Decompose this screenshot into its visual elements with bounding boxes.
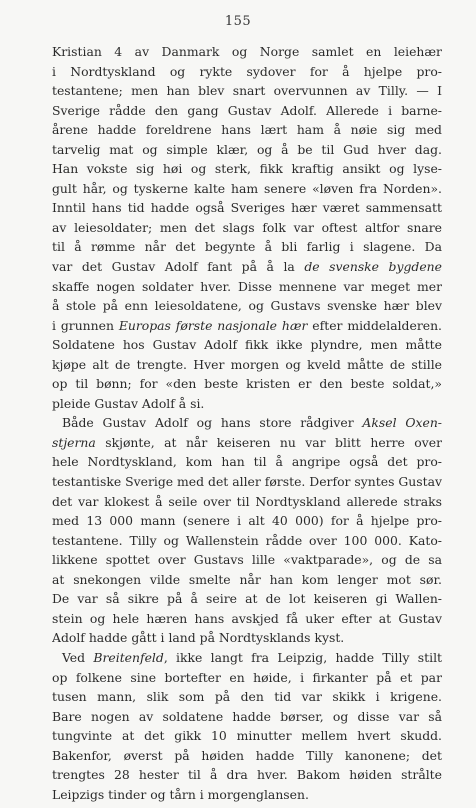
text-line: Soldatene hos Gustav Adolf fikk ikke plyndre, men måtte [52, 337, 442, 353]
text-line: trengtes 28 hester til å dra hver. Bakom høiden strålte [52, 767, 442, 783]
text-line: var det Gustav Adolf fant på å la de svenske bygdene [52, 259, 442, 275]
text-line: Både Gustav Adolf og hans store rådgiver Aksel Oxen- [62, 415, 442, 431]
text-line: Bare nogen av soldatene hadde børser, og disse var så [52, 708, 442, 724]
text-line: av leiesoldater; men det slags folk var oftest altfor snare [52, 219, 442, 235]
text-line: testantiske Sverige med det aller første. Derfor syntes Gustav [52, 474, 442, 490]
text-line: op til bønn; for «den beste kristen er den beste soldat,» [52, 376, 442, 392]
text-line: Inntil hans tid hadde også Sveriges hær været sammensatt [52, 200, 442, 216]
text-line: med 13 000 mann (senere i alt 40 000) for å hjelpe pro- [52, 513, 442, 529]
text-line: skaffe nogen soldater hver. Disse mennene var meget mer [52, 278, 442, 294]
text-line: tusen mann, slik som på den tid var skikk i krigene. [52, 689, 442, 705]
text-line: det var klokest å seile over til Nordtyskland allerede straks [52, 493, 442, 509]
text-line: at snekongen vilde smelte når han kom lenger mot sør. [52, 571, 442, 587]
text-line: Ved Breitenfeld, ikke langt fra Leipzig, hadde Tilly stilt [62, 649, 442, 665]
body-text [52, 42, 442, 804]
text-line: årene hadde foreldrene hans lært ham å nøie sig med [52, 122, 442, 138]
text-line: i Nordtyskland og rykte sydover for å hjelpe pro- [52, 63, 442, 79]
text-line: å stole på enn leiesoldatene, og Gustavs svenske hær blev [52, 298, 442, 314]
text-line: hele Nordtyskland, kom han til å angripe også det pro- [52, 454, 442, 470]
text-line: Adolf hadde gått i land på Nordtysklands kyst. [52, 630, 345, 646]
text-line: pleide Gustav Adolf å si. [52, 395, 205, 411]
text-line: tungvinte at det gikk 10 minutter mellem hvert skudd. [52, 728, 442, 744]
text-line: stein og hele hæren hans avskjed få uker efter at Gustav [52, 610, 442, 626]
text-line: Han vokste sig høi og sterk, fikk kraftig ansikt og lyse- [52, 161, 442, 177]
text-line: testantene. Tilly og Wallenstein rådde over 100 000. Kato- [52, 532, 442, 548]
text-line: testantene; men han blev snart overvunnen av Tilly. — I [52, 83, 442, 99]
text-line: Sverige rådde den gang Gustav Adolf. Allerede i barne- [52, 102, 442, 118]
text-line: Kristian 4 av Danmark og Norge samlet en leiehær [52, 44, 442, 59]
text-line: gult hår, og tyskerne kalte ham senere «løven fra Norden». [52, 180, 442, 196]
text-line: stjerna skjønte, at når keiseren nu var blitt herre over [52, 434, 442, 450]
text-line: De var så sikre på å seire at de lot keiseren gi Wallen- [52, 591, 442, 607]
text-line: op folkene sine bortefter en høide, i firkanter på et par [52, 669, 442, 685]
text-line: til å rømme når det begynte å bli farlig i slagene. Da [52, 239, 442, 255]
text-line: Bakenfor, øverst på høiden hadde Tilly kanonene; det [52, 747, 442, 763]
text-line: tarvelig mat og simple klær, og å be til Gud hver dag. [52, 141, 442, 157]
text-line: Leipzigs tinder og tårn i morgenglansen. [52, 786, 309, 802]
text-line: kjøpe alt de trengte. Hver morgen og kveld måtte de stille [52, 356, 442, 372]
page-number: 155 [224, 14, 252, 29]
text-line: likkene spottet over Gustavs lille «vaktparade», og de sa [52, 552, 442, 568]
text-line: i grunnen Europas første nasjonale hær efter middelalderen. [52, 317, 442, 333]
